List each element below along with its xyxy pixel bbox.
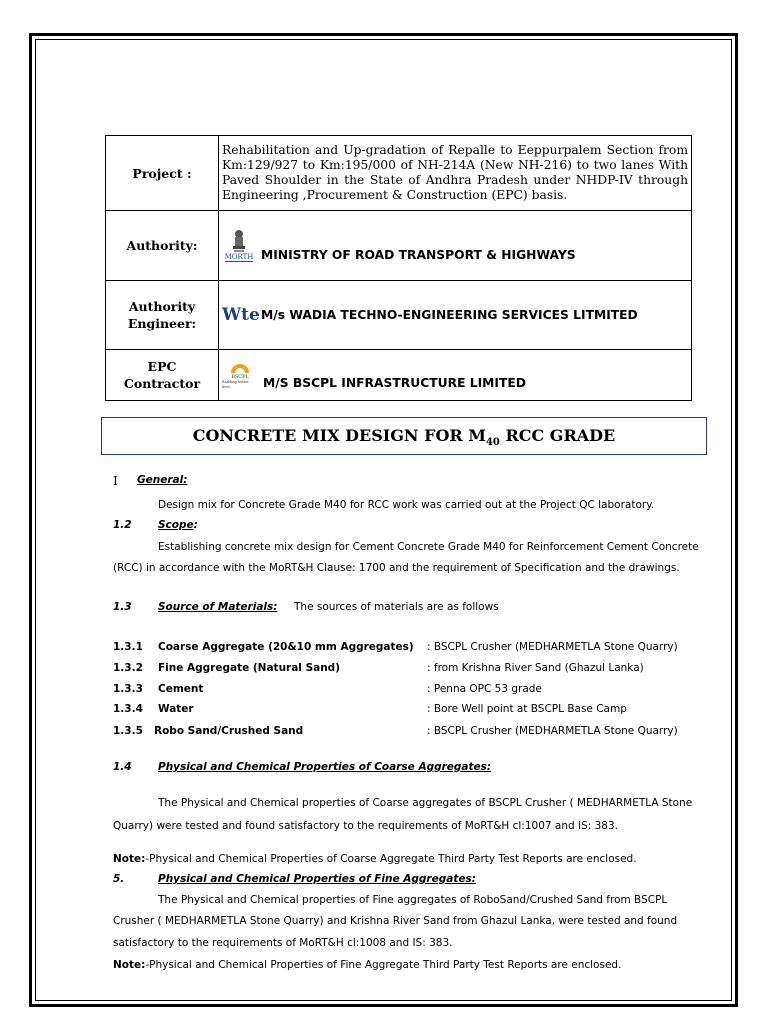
morth-logo-text: MORTH	[224, 253, 254, 261]
authority-row	[106, 211, 692, 281]
material-value: : Bore Well point at BSCPL Base Camp	[427, 703, 627, 715]
coarse-props-line-1: The Physical and Chemical properties of Coarse aggregates of BSCPL Crusher ( MEDHARMETLA Stone	[158, 797, 693, 809]
fine-note	[113, 959, 621, 972]
title-prefix: CONCRETE MIX DESIGN FOR M	[192, 426, 486, 445]
scope-line-1: Establishing concrete mix design for Cement Concrete Grade M40 for Reinforcement Cement Concrete	[158, 541, 699, 553]
bscpl-logo-text: BSCPL	[231, 374, 249, 380]
material-value: : BSCPL Crusher (MEDHARMETLA Stone Quarry)	[427, 641, 678, 653]
authority-engineer-label-1: Authority	[128, 299, 196, 314]
scope-line-2: (RCC) in accordance with the MoRT&H Clause: 1700 and the requirement of Specification and the drawings.	[113, 562, 680, 574]
material-number: 1.3.2	[113, 662, 143, 674]
authority-engineer-name: M/s WADIA TECHNO-ENGINEERING SERVICES LITMITED	[261, 308, 638, 322]
general-text: Design mix for Concrete Grade M40 for RCC work was carried out at the Project QC laboratory.	[158, 499, 655, 511]
material-name: Cement	[158, 683, 204, 695]
material-name: Fine Aggregate (Natural Sand)	[158, 662, 341, 674]
title-suffix: RCC GRADE	[499, 426, 616, 445]
fine-props-heading: Physical and Chemical Properties of Fine Aggregates:	[158, 873, 476, 885]
morth-emblem-logo	[222, 229, 256, 262]
material-number: 1.3.4	[113, 703, 143, 715]
fine-props-line-1: The Physical and Chemical properties of Fine aggregates of RoboSand/Crushed Sand from BSCPL	[158, 894, 668, 906]
epc-contractor-name: M/S BSCPL INFRASTRUCTURE LIMITED	[263, 376, 526, 390]
project-description: Rehabilitation and Up-gradation of Repalle to Eeppurpalem Section from Km:129/927 to Km:195/000 of NH-214A (New NH-216) to two lanes With Paved Shoulder in the State of Andhra Pradesh under NHDP-IV through Engineering ,Procurement & Construction (EPC) basis.	[219, 136, 692, 211]
authority-name: MINISTRY OF ROAD TRANSPORT & HIGHWAYS	[261, 248, 576, 262]
source-heading: Source of Materials:	[158, 601, 278, 613]
coarse-props-line-2: Quarry) were tested and found satisfactory to the requirements of MoRT&H cl:1007 and IS: 383.	[113, 820, 619, 832]
scope-number: 1.2	[113, 519, 132, 531]
fine-props-number: 5.	[113, 873, 125, 885]
project-info-table	[105, 135, 692, 401]
material-name: Water	[158, 703, 194, 715]
ashoka-emblem-icon	[231, 229, 247, 253]
bscpl-logo-tagline: Building better lives	[222, 380, 249, 389]
general-number: I	[113, 473, 118, 488]
document-title	[101, 417, 707, 455]
bscpl-logo	[222, 360, 258, 390]
authority-engineer-row	[106, 281, 692, 350]
coarse-props-number: 1.4	[113, 761, 132, 773]
project-label: Project :	[106, 136, 219, 211]
project-row	[106, 136, 692, 211]
coarse-note-label: Note:	[113, 853, 146, 865]
material-name: Robo Sand/Crushed Sand	[154, 725, 304, 737]
material-value: : from Krishna River Sand (Ghazul Lanka)	[427, 662, 644, 674]
title-subscript: 40	[485, 437, 500, 449]
epc-contractor-row	[106, 350, 692, 401]
scope-heading: Scope	[158, 519, 194, 531]
coarse-note-text: -Physical and Chemical Properties of Coarse Aggregate Third Party Test Reports are enclosed.	[145, 853, 637, 865]
fine-props-line-3: satisfactory to the requirements of MoRT&H cl:1008 and IS: 383.	[113, 937, 453, 949]
authority-engineer-label-2: Engineer:	[127, 316, 197, 331]
material-value: : BSCPL Crusher (MEDHARMETLA Stone Quarry)	[427, 725, 678, 737]
wte-logo: Wte	[222, 305, 260, 325]
material-number: 1.3.5	[113, 725, 143, 737]
general-heading: General:	[137, 474, 188, 486]
material-number: 1.3.1	[113, 641, 143, 653]
material-value: : Penna OPC 53 grade	[427, 683, 542, 695]
epc-label-1: EPC	[147, 359, 177, 374]
sun-logo-icon	[229, 360, 251, 374]
scope-colon: :	[193, 519, 198, 531]
source-number: 1.3	[113, 601, 132, 613]
epc-label-2: Contractor	[123, 376, 201, 391]
source-intro: The sources of materials are as follows	[294, 601, 499, 613]
fine-props-line-2: Crusher ( MEDHARMETLA Stone Quarry) and Krishna River Sand from Ghazul Lanka, were tested and found	[113, 915, 678, 927]
authority-label: Authority:	[106, 211, 219, 281]
material-name: Coarse Aggregate (20&10 mm Aggregates)	[158, 641, 414, 653]
coarse-note	[113, 853, 637, 866]
fine-note-label: Note:	[113, 959, 146, 971]
material-number: 1.3.3	[113, 683, 143, 695]
fine-note-text: -Physical and Chemical Properties of Fine Aggregate Third Party Test Reports are enclosed.	[145, 959, 622, 971]
coarse-props-heading: Physical and Chemical Properties of Coarse Aggregates:	[158, 761, 492, 773]
